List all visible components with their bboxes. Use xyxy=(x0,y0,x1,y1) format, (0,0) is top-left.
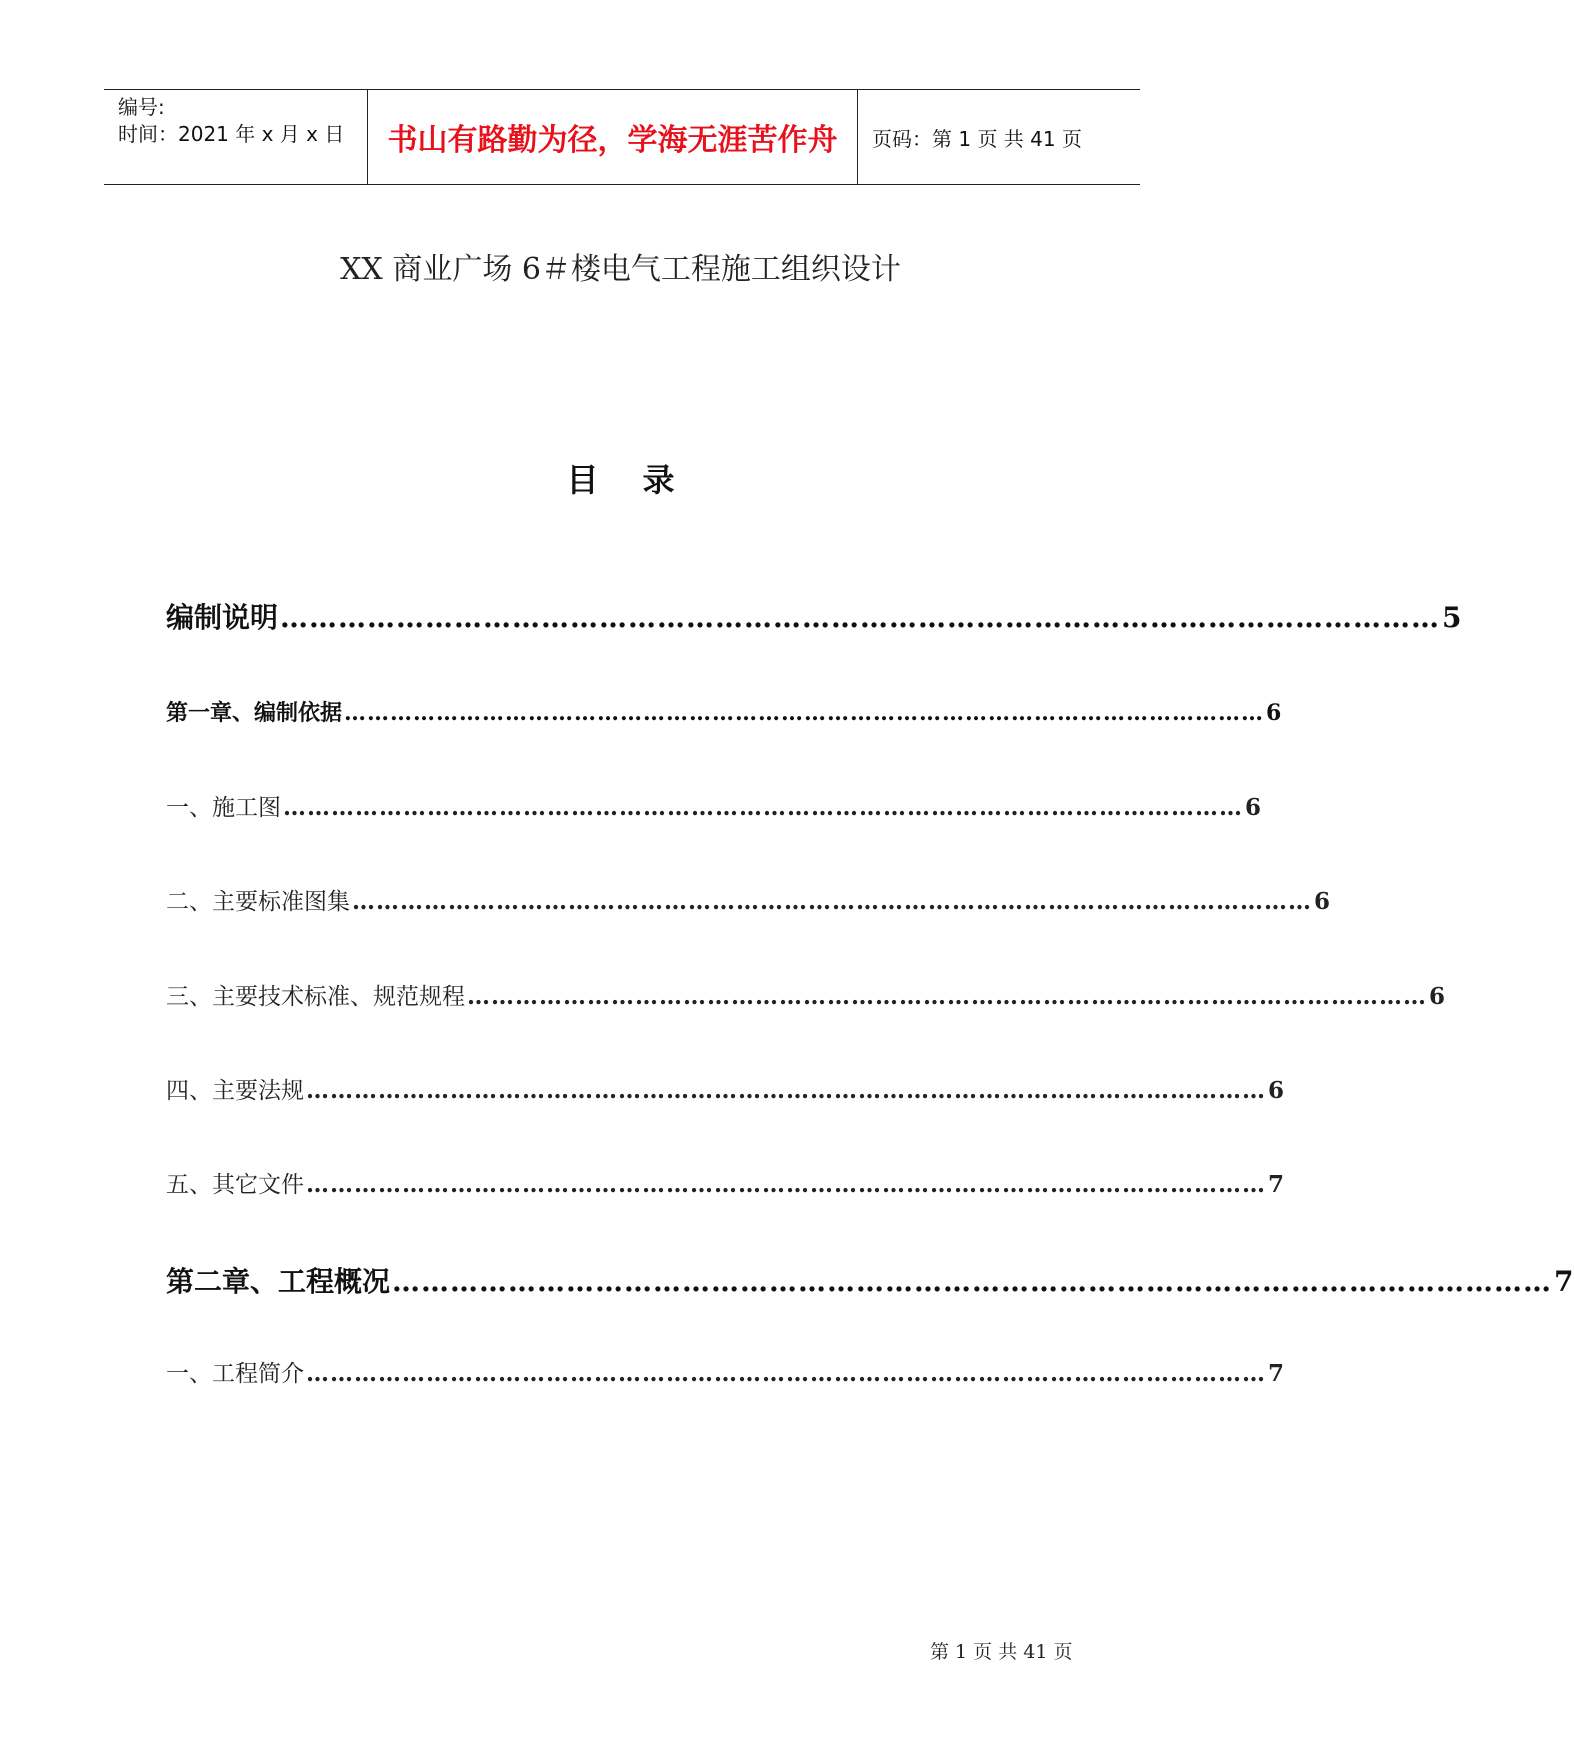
toc-entry-chapter-1[interactable] xyxy=(166,696,1282,727)
toc-leader-dots: ………………………………………………………………………………………………………… xyxy=(352,888,1312,915)
header-motto: 书山有路勤为径，学海无涯苦作舟 xyxy=(368,90,858,184)
toc-entry-page: 6 xyxy=(1314,888,1331,915)
toc-entry-label: 第二章、工程概况 xyxy=(166,1265,391,1298)
toc-leader-dots: ………………………………………………………………………………………………………… xyxy=(306,1077,1266,1104)
toc-entry-page: 6 xyxy=(1429,983,1446,1010)
toc-entry-page: 6 xyxy=(1245,794,1262,821)
toc-entry-technical-standards[interactable] xyxy=(166,978,1446,1011)
toc-heading: 目录 xyxy=(566,461,719,499)
page-header xyxy=(104,89,1140,185)
toc-entry-label: 编制说明 xyxy=(166,601,279,634)
toc-entry-label: 四、主要法规 xyxy=(166,1078,304,1104)
toc-entry-label: 第一章、编制依据 xyxy=(166,700,343,726)
toc-entry-page: 7 xyxy=(1554,1265,1574,1298)
toc-entry-other-documents[interactable] xyxy=(166,1166,1285,1199)
toc-entry-label: 一、工程简介 xyxy=(166,1361,304,1387)
toc-entry-page: 7 xyxy=(1268,1171,1285,1198)
toc-leader-dots: ………………………………………………………………………………………………………… xyxy=(392,1265,1553,1298)
toc-leader-dots: ………………………………………………………………………………………………………… xyxy=(344,700,1265,726)
toc-leader-dots: ………………………………………………………………………………………………………… xyxy=(306,1171,1266,1198)
toc-entry-regulations[interactable] xyxy=(166,1072,1285,1105)
toc-entry-standard-atlas[interactable] xyxy=(166,883,1331,916)
header-page-info: 页码：第 1 页 共 41 页 xyxy=(872,126,1082,151)
header-meta xyxy=(104,90,368,184)
toc-entry-page: 5 xyxy=(1442,601,1462,634)
toc-entry-label: 三、主要技术标准、规范规程 xyxy=(166,984,465,1010)
toc-entry-chapter-2[interactable] xyxy=(166,1260,1574,1300)
page-footer: 第 1 页 共 41 页 xyxy=(930,1641,1073,1663)
toc-entry-project-intro[interactable] xyxy=(166,1355,1285,1388)
document-time-label: 时间：2021 年 x 月 x 日 xyxy=(118,122,345,146)
toc-leader-dots: ………………………………………………………………………………………………………… xyxy=(280,601,1441,634)
toc-leader-dots: ………………………………………………………………………………………………………… xyxy=(306,1360,1266,1387)
toc-entry-label: 一、施工图 xyxy=(166,795,281,821)
toc-entry-page: 7 xyxy=(1268,1360,1285,1387)
toc-entry-label: 五、其它文件 xyxy=(166,1172,304,1198)
toc-entry-page: 6 xyxy=(1266,700,1282,726)
toc-entry-label: 二、主要标准图集 xyxy=(166,889,350,915)
document-number-label: 编号: xyxy=(118,95,165,119)
toc-leader-dots: ………………………………………………………………………………………………………… xyxy=(283,794,1243,821)
toc-entry-page: 6 xyxy=(1268,1077,1285,1104)
toc-entry-compilation-notes[interactable] xyxy=(166,596,1462,636)
toc-entry-construction-drawings[interactable] xyxy=(166,789,1262,822)
toc-leader-dots: ………………………………………………………………………………………………………… xyxy=(467,983,1427,1010)
document-title: XX 商业广场 6＃楼电气工程施工组织设计 xyxy=(340,252,901,287)
